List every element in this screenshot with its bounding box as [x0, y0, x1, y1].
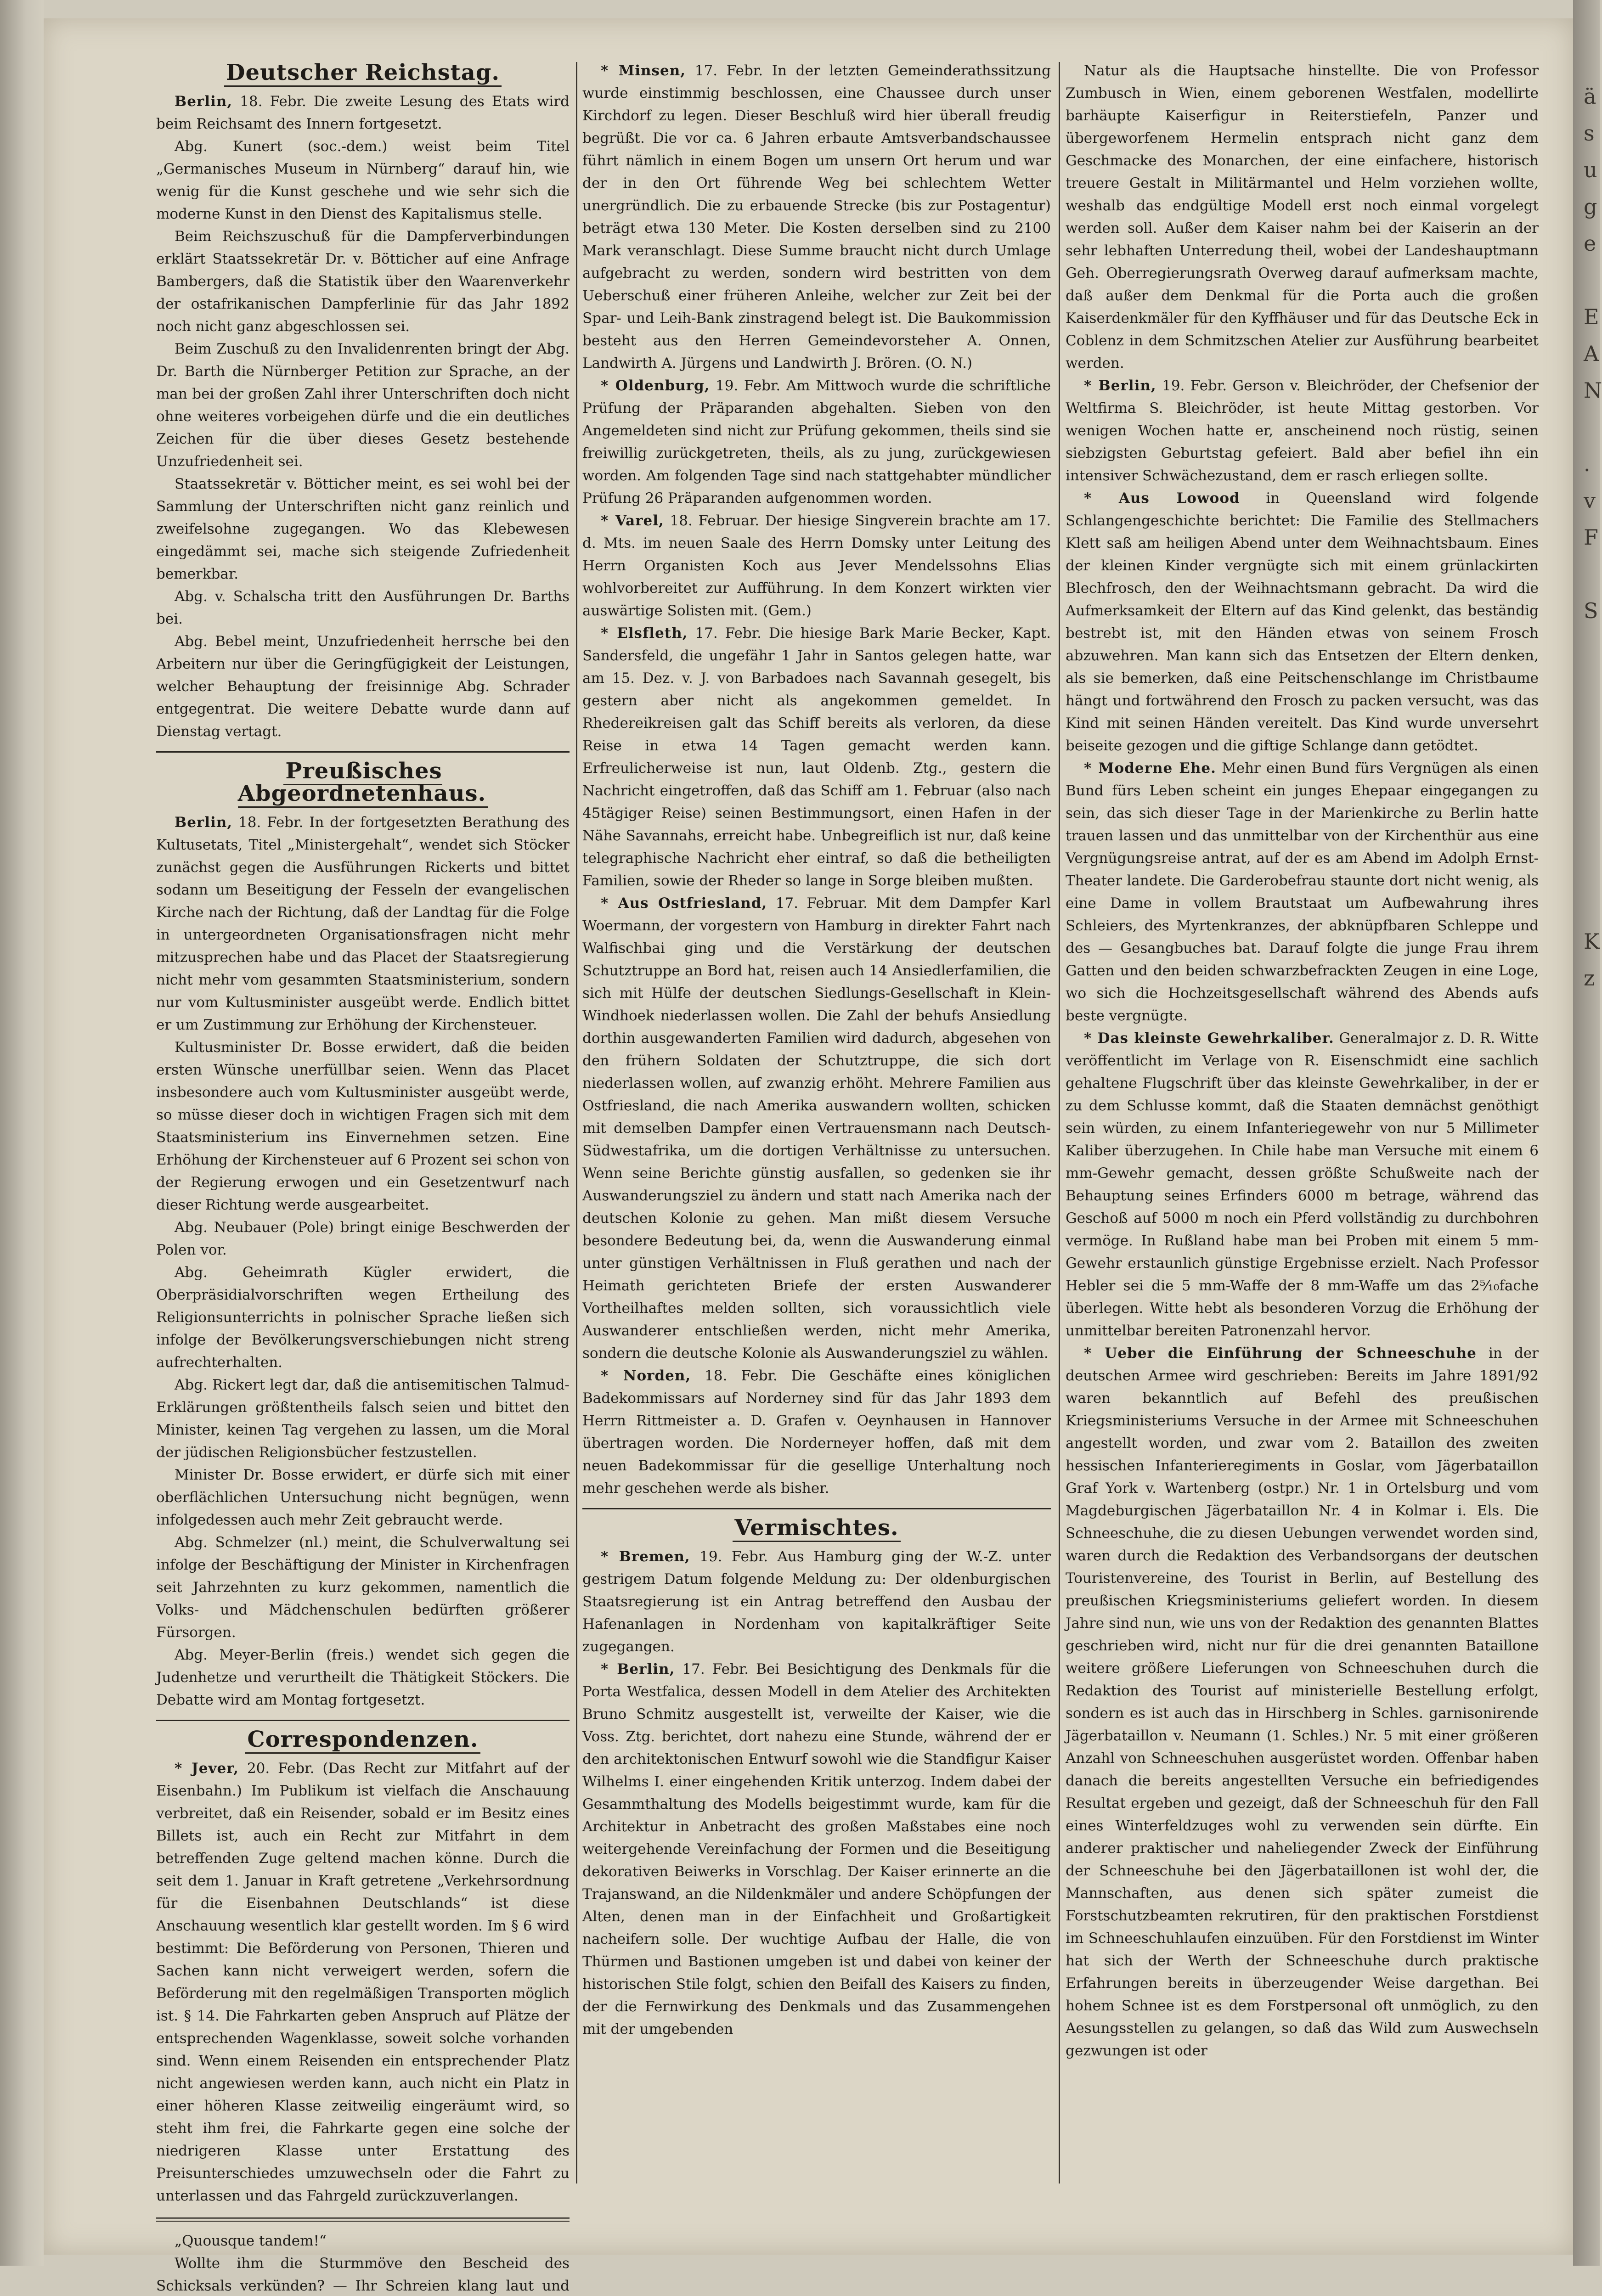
bleed-letter	[1584, 703, 1600, 739]
bleed-letter	[1584, 886, 1600, 923]
bleed-letter: e	[1584, 231, 1596, 256]
article-paragraph	[156, 1374, 570, 1464]
article-text: in Queensland wird folgende Schlangengeschichte berichtet: Die Familie des Stellmachers Klett saß am heiligen Abend unter dem Weihnachtsbaum. Eines der kleinen Kinder vergnügte sich mit einem grünlackirten Blechfrosch, den der Weihnachtsmann gebracht. Da wird die Aufmerksamkeit der Eltern auf das Kind gelenkt, das beständig bestrebt ist, mit den Händen etwas von seinem Frosch abzuwehren. Man kann sich das Entsetzen der Eltern denken, als sie bemerken, daß eine Peitschenschlange im Christbaume hängt und fortwährend den Frosch zu packen versucht, was das Kind mit seinen Händen vereitelt. Das Kind wurde unversehrt beiseite gezogen und die giftige Schlange dann getödtet.	[1066, 490, 1539, 754]
article-paragraph	[156, 630, 570, 743]
article-paragraph	[582, 1365, 1051, 1500]
section-divider	[156, 751, 570, 753]
article-dateline: * Berlin,	[601, 1661, 675, 1677]
column-3	[1066, 60, 1539, 2227]
article-text: Abg. Schmelzer (nl.) meint, die Schulverwaltung sei infolge der Beschäftigung der Minister in Kirchenfragen seit Jahrzehnten zu kurz gekommen, namentlich die Volks- und Mädchenschulen bedürften größerer Fürsorgen.	[156, 1534, 570, 1641]
bleed-letter: S	[1584, 598, 1598, 623]
article-paragraph	[156, 1531, 570, 1644]
bleed-letter: F	[1584, 525, 1598, 550]
reichstag-articles	[156, 90, 570, 743]
heading-vermischtes: Vermischtes.	[582, 1517, 1051, 1539]
bleed-letter: A	[1584, 341, 1599, 366]
bleed-letter	[1584, 996, 1600, 1033]
abgeordnetenhaus-articles	[156, 811, 570, 1711]
article-text: 18. Febr. In der fortgesetzten Berathung des Kultusetats, Titel „Ministergehalt“, wendet sich Stöcker zunächst gegen die Ausführungen Rickerts und bittet sodann um Beseitigung der Fesseln der evangelischen Kirche nach der Richtung, daß der Landtag für die Folge in untergeordneten Organisationsfragen nicht mehr mitzusprechen habe und das Placet der Staatsregierung nicht mehr vom gesammten Staatsministerium, sondern nur vom Kultusminister ausgeübt werde. Endlich bittet er um Zustimmung zur Erhöhung der Kirchensteuer.	[156, 814, 570, 1033]
article-dateline: * Bremen,	[601, 1548, 690, 1565]
article-text: Abg. Rickert legt dar, daß die antisemitischen Talmud-Erklärungen größtentheils falsch seien und bittet den Minister, keinen Tag vergehen zu lassen, um die Moral der jüdischen Religionsbücher festzustellen.	[156, 1377, 570, 1461]
bleed-letter: E	[1584, 304, 1599, 329]
bleed-letter: N	[1584, 378, 1602, 403]
article-paragraph	[582, 1546, 1051, 1658]
bleed-letter: s	[1584, 121, 1595, 146]
article-text: Kultusminister Dr. Bosse erwidert, daß die beiden ersten Wünsche unerfüllbar seien. Wenn das Placet insbesondere auch vom Kultusminister ausgeübt werde, so müsse dieser doch in wichtigen Fragen sich mit dem Staatsministerium ins Einvernehmen setzen. Eine Erhöhung der Kirchensteuer auf 6 Prozent sei schon von der Regierung erwogen und ein Gesetzentwurf nach dieser Richtung werde ausgearbeitet.	[156, 1039, 570, 1213]
column-rule-2	[1059, 62, 1060, 2183]
article-dateline: * Ueber die Einführung der Schneeschuhe	[1084, 1345, 1477, 1362]
bleed-letter	[1584, 813, 1600, 850]
heading-abgeordnetenhaus: Preußisches Abgeordnetenhaus.	[156, 760, 570, 805]
article-paragraph	[582, 1658, 1051, 2041]
article-dateline: * Norden,	[601, 1367, 691, 1384]
article-paragraph	[1066, 757, 1539, 1027]
article-text: Abg. v. Schalscha tritt den Ausführungen Dr. Barths bei.	[156, 588, 570, 627]
article-text: 17. Februar. Mit dem Dampfer Karl Woermann, der vorgestern von Hamburg in direkter Fahrt nach Walfischbai ging und die Verstärkung der deutschen Schutztruppe an Bord hat, reisen auch 14 Ansiedlerfamilien, die sich mit Hülfe der deutschen Siedlungs-Gesellschaft in Klein-Windhoek niederlassen wollen. Die Zahl der behufs Ansiedlung dorthin ausgewanderten Familien wird dadurch, abgesehen von den frühern Soldaten der Schutztruppe, die sich dort niederlassen wollen, auf zwanzig erhöht. Mehrere Familien aus Ostfriesland, die nach Amerika auswandern wollten, schicken mit demselben Dampfer einen Vertrauensmann nach Deutsch-Südwestafrika, um die dortigen Verhältnisse zu untersuchen. Wenn seine Berichte günstig ausfallen, so gedenken sie ihr Auswanderungsziel zu ändern und statt nach Amerika nach der deutschen Kolonie zu gehen. Man mißt diesem Versuche besondere Bedeutung bei, da, wenn die Auswanderung einmal unter günstigen Verhältnissen in Fluß gerathen und nach der Heimath gerichteten Briefe der ersten Auswanderer Vortheilhaftes melden sollten, sich voraussichtlich viele Auswanderer entschließen werden, nicht mehr Amerika, sondern die deutsche Kolonie als Auswanderungsziel zu wählen.	[582, 895, 1051, 1362]
article-text: 19. Febr. Am Mittwoch wurde die schriftliche Prüfung der Präparanden abgehalten. Sieben von den Angemeldeten sind nicht zur Prüfung gekommen, theils sind sie freiwillig zurückgetreten, theils, als zu jung, zurückgewiesen worden. Am folgenden Tage sind nach stattgehabter mündlicher Prüfung 26 Präparanden aufgenommen worden.	[582, 377, 1051, 506]
correspondenzen-articles	[156, 1757, 570, 2207]
section-divider	[156, 1720, 570, 1721]
article-dateline: * Aus Ostfriesland,	[601, 895, 767, 912]
article-paragraph	[156, 135, 570, 225]
article-paragraph	[156, 338, 570, 473]
serial-title: „Quousque tandem!“	[175, 2233, 327, 2249]
article-text: 19. Febr. Aus Hamburg ging der W.-Z. unter gestrigem Datum folgende Meldung zu: Der oldenburgischen Staatsregierung ist ein Antrag betreffend den Ausbau der Hafenanlagen in Nordenham von kapitalkräftiger Seite zugegangen.	[582, 1548, 1051, 1655]
article-paragraph	[156, 1261, 570, 1374]
article-text: 19. Febr. Gerson v. Bleichröder, der Chefsenior der Weltfirma S. Bleichröder, ist heute Mittag gestorben. Vor wenigen Wochen hatte er, anscheinend noch rüstig, seinen siebzigsten Geburtstag gefeiert. Bald aber befiel ihn ein intensiver Schwächezustand, dem er rasch erliegen sollte.	[1066, 377, 1539, 484]
article-paragraph	[156, 473, 570, 585]
article-text: Staatssekretär v. Bötticher meint, es sei wohl bei der Sammlung der Unterschriften nicht ganz reinlich und zweifelsohne zugegangen. Wo das Klebewesen eingedämmt sei, mache sich steigende Zufriedenheit bemerkbar.	[156, 476, 570, 582]
article-dateline: * Minsen,	[601, 62, 686, 79]
article-text: 17. Febr. Die hiesige Bark Marie Becker, Kapt. Sandersfeld, die ungefähr 1 Jahr in Santos gelegen hatte, war am 15. Dez. v. J. von Barbadoes nach Savannah gesegelt, bis gestern aber nicht als angekommen gemeldet. In Rhedereikreisen galt das Schiff bereits als verloren, da diese Reise in etwa 14 Tagen gemacht werden kann. Erfreulicherweise ist nun, laut Oldenb. Ztg., gestern die Nachricht eingetroffen, daß das Schiff am 1. Februar (also nach 45tägiger Reise) seinen Bestimmungsort, einen Hafen in der Nähe Savannahs, erreicht habe. Unbegreiflich ist nur, daß keine telegraphische Nachricht eher eintraf, so daß die betheiligten Familien, sowie der Rheder so lange in Sorge bleiben mußten.	[582, 625, 1051, 889]
bleed-letter	[1584, 409, 1600, 445]
article-text: Mehr einen Bund fürs Vergnügen als einen Bund fürs Leben scheint ein junges Ehepaar eingegangen zu sein, das sich dieser Tage in der Marienkirche zu Berlin hatte trauen lassen und das unmittelbar von der Kirchenthür aus eine Vergnügungsreise antrat, auf der es am Abend im Adolph Ernst-Theater landete. Die Garderobefrau staunte dort nicht wenig, als eine Dame in vollem Brautstaat um Aufbewahrung ihres Schleiers, des Myrtenkranzes, der abknüpfbaren Schleppe und des — Gesangbuches bat. Darauf folgte die junge Frau ihrem Gatten und den beiden schwarzbefrackten Zeugen in eine Loge, wo sich die Hochzeitsgesellschaft während des Abends aufs beste vergnügte.	[1066, 760, 1539, 1024]
article-dateline: * Oldenburg,	[601, 377, 710, 394]
article-paragraph	[156, 811, 570, 1036]
bleed-letter: z	[1584, 966, 1595, 990]
article-text: Abg. Meyer-Berlin (freis.) wendet sich gegen die Judenhetze und verurtheilt die Thätigkeit Stöckers. Die Debatte wird am Montag fortgesetzt.	[156, 1647, 570, 1708]
article-paragraph	[1066, 1027, 1539, 1342]
article-paragraph	[1066, 375, 1539, 487]
article-paragraph	[1066, 60, 1539, 375]
article-paragraph	[156, 1464, 570, 1531]
heading-correspondenzen: Correspondenzen.	[156, 1728, 570, 1751]
heading-reichstag: Deutscher Reichstag.	[156, 62, 570, 84]
serial-text: Wollte ihm die Sturmmöve den Bescheid des Schicksals verkünden? — Ihr Schreien klang laut und	[156, 2255, 570, 2294]
bleed-letter	[1584, 629, 1600, 666]
article-dateline: * Varel,	[601, 512, 664, 529]
article-dateline: * Das kleinste Gewehrkaliber.	[1084, 1030, 1334, 1047]
article-dateline: Berlin,	[175, 93, 233, 110]
article-paragraph	[156, 585, 570, 630]
bleed-letter	[1584, 262, 1600, 298]
article-paragraph	[582, 60, 1051, 375]
article-text: 17. Febr. Bei Besichtigung des Denkmals für die Porta Westfalica, dessen Modell in dem Atelier des Architekten Bruno Schmitz ausgestellt ist, verweilte der Kaiser, wie die Voss. Ztg. berichtet, dort nahezu eine Stunde, während der er den architektonischen Entwurf sowohl wie die Standfigur Kaiser Wilhelms I. einer eingehenden Kritik unterzog. Indem dabei der Gesammthaltung des Modells beigestimmt wurde, kam für die Architektur in Anbetracht des großen Maßstabes eine noch weitergehende Vereinfachung der Formen und die Beseitigung dekorativen Beiwerks in Vorschlag. Der Kaiser erinnerte an die Trajanswand, an die Nildenkmäler und andere Schöpfungen der Alten, denen man in der Einfachheit und Großartigkeit nacheifern solle. Der wuchtige Aufbau der Halle, die von Thürmen und Bastionen umgeben ist und dabei von keiner der historischen Stile folgt, schien den Beifall des Kaisers zu finden, der die Fernwirkung des Denkmals und das Zusammengehen mit der umgebenden	[582, 1661, 1051, 2037]
correspondenzen-articles-cont	[582, 60, 1051, 1500]
article-paragraph	[1066, 487, 1539, 757]
article-text: in der deutschen Armee wird geschrieben: Bereits im Jahre 1891/92 waren bekanntlich auf Befehl des preußischen Kriegsministeriums Versuche in der Armee mit Schneeschuhen angestellt worden, und zwar vom 2. Bataillon des zweiten hessischen Infanterieregiments in Goslar, vom Jägerbataillon Graf York v. Wartenberg (ostpr.) Nr. 1 in Ortelsburg und vom Magdeburgischen Jägerbataillon Nr. 4 in Kolmar i. Els. Die Schneeschuhe, die zu diesen Uebungen verwendet worden sind, waren durch die Redaktion des Verbandsorgans der deutschen Touristenvereine, des Tourist in Berlin, auf Bestellung des preußischen Kriegsministeriums geliefert worden. In diesem Jahre sind nun, wie uns von der Redaktion des genannten Blattes geschrieben wird, nicht nur für die drei genannten Bataillone weitere größere Lieferungen von Schneeschuhen durch die Redaktion des Tourist auf ministerielle Bestellung erfolgt, sondern es ist auch das in Hirschberg in Schles. garnisonirende Jägerbataillon v. Neumann (1. Schles.) Nr. 5 mit einer größeren Anzahl von Schneeschuhen ausgerüstet worden. Offenbar haben danach die bereits angestellten Versuche ein befriedigendes Resultat ergeben und gezeigt, daß der Schneeschuh für den Fall eines Winterfeldzuges wohl zu verwenden sein dürfte. Ein anderer praktischer und naheliegender Zweck der Einführung der Schneeschuhe bei den Jägerbataillonen ist wohl der, die Mannschaften, aus denen sich später zumeist die Forstschutzbeamten rekrutiren, für den praktischen Forstdienst im Schneeschuhlaufen einzuüben. Für den Forstdienst im Winter hat sich der Werth der Schneeschuhe durch praktische Erfahrungen bereits in überzeugender Weise dargethan. Bei hohem Schnee ist es dem Forstpersonal oft unmöglich, zu den Aesungsstellen zu gelangen, so daß das Wild zum Auswechseln gezwungen ist oder	[1066, 1345, 1539, 2059]
article-text: 20. Febr. (Das Recht zur Mitfahrt auf der Eisenbahn.) Im Publikum ist vielfach die Anschauung verbreitet, daß ein Reisender, sobald er im Besitz eines Billets ist, auch ein Recht zur Mitfahrt in dem betreffenden Zuge geltend machen könne. Durch die seit dem 1. Januar in Kraft getretene „Verkehrsordnung für die Eisenbahnen Deutschlands“ ist diese Anschauung wesentlich klar gestellt worden. Im § 6 wird bestimmt: Die Beförderung von Personen, Thieren und Sachen kann nicht verweigert werden, sofern die Beförderung mit den regelmäßigen Transporten möglich ist. § 14. Die Fahrkarten geben Anspruch auf Plätze der entsprechenden Wagenklasse, soweit solche vorhanden sind. Wenn einem Reisenden ein entsprechender Platz nicht angewiesen werden kann, auch nicht ein Platz in einer höheren Klasse zeitweilig eingeräumt wird, so steht ihm frei, die Fahrkarte gegen eine solche der niedrigeren Klasse unter Erstattung des Preisunterschiedes umzuwechseln oder die Fahrt zu unterlassen und das Fahrgeld zurückzuverlangen.	[156, 1760, 570, 2204]
article-text: Natur als die Hauptsache hinstellte. Die von Professor Zumbusch in Wien, einem geborenen Westfalen, modellirte barhäupte Kaiserfigur in Reiterstiefeln, Panzer und übergeworfenem Hermelin entsprach nicht ganz dem Geschmacke des Monarchen, der eine einfachere, historisch treuere Gestalt in Militärmantel und Helm vorziehen wollte, weshalb das endgültige Modell erst noch einmal vorgelegt werden soll. Außer dem Kaiser nahm bei der Kaiserin an der sehr lebhaften Unterredung theil, wobei der Landeshauptmann Geh. Oberregierungsrath Overweg darauf aufmerksam machte, daß außer dem Denkmal für die Porta auch die großen Kaiserdenkmäler für den Kyffhäuser und für das Deutsche Eck in Coblenz in dem Schmitzschen Atelier zur Ausführung bearbeitet werden.	[1066, 62, 1539, 371]
article-text: Abg. Geheimrath Kügler erwidert, die Oberpräsidialvorschriften wegen Ertheilung des Religionsunterrichts in polnischer Sprache ließen sich infolge der Bevölkerungsverschiebungen nicht streng aufrechterhalten.	[156, 1264, 570, 1371]
article-paragraph	[156, 1036, 570, 1216]
column-1	[156, 60, 570, 2294]
vermischtes-articles-cont	[1066, 60, 1539, 2062]
bleed-letter	[1584, 556, 1600, 592]
article-text: Abg. Neubauer (Pole) bringt einige Beschwerden der Polen vor.	[156, 1219, 570, 1258]
article-text: Beim Zuschuß zu den Invalidenrenten bringt der Abg. Dr. Barth die Nürnberger Petition zur Sprache, an der man bei der großen Zahl ihrer Unterschriften doch nicht ohne weiteres vorbeigehen dürfe und die ein deutliches Zeichen für die über dieses Gesetz bestehende Unzufriedenheit sei.	[156, 341, 570, 470]
bleed-letter	[1584, 739, 1600, 776]
bleed-letter: ä	[1584, 84, 1596, 109]
article-paragraph	[582, 892, 1051, 1365]
bleed-letter: K	[1584, 929, 1600, 954]
article-dateline: * Elsfleth,	[601, 625, 688, 642]
article-text: 18. Febr. Die zweite Lesung des Etats wird beim Reichsamt des Innern fortgesetzt.	[156, 93, 570, 132]
bleed-letter	[1584, 850, 1600, 886]
article-text: Beim Reichszuschuß für die Dampferverbindungen erklärt Staatssekretär Dr. v. Bötticher auf eine Anfrage Bambergers, daß die Statistik über den Waarenverkehr der ostafrikanischen Dampferlinie für das Jahr 1892 noch nicht ganz abgeschlossen sei.	[156, 228, 570, 335]
article-paragraph	[582, 375, 1051, 510]
article-text: 18. Februar. Der hiesige Singverein brachte am 17. d. Mts. im neuen Saale des Herrn Domsky unter Leitung des Herrn Organisten Koch aus Jever Mendelssohns Elias wohlvorbereitet zur Aufführung. In dem Konzert wirkten vier auswärtige Solisten mit. (Gem.)	[582, 512, 1051, 619]
article-dateline: * Moderne Ehe.	[1084, 760, 1216, 777]
article-text: 17. Febr. In der letzten Gemeinderathssitzung wurde einstimmig beschlossen, eine Chaussee durch unser Kirchdorf zu legen. Dieser Beschluß wird hier überall freudig begrüßt. Die vor ca. 6 Jahren erbaute Amtsverbandschaussee führt nämlich in einem Bogen um unsern Ort herum und war der in den Ort führende Weg bei schlechtem Wetter unergründlich. Die zu erbauende Strecke (bis zur Postagentur) beträgt etwa 130 Meter. Die Kosten derselben sind zu 2100 Mark veranschlagt. Diese Summe braucht nicht durch Umlage aufgebracht zu werden, sondern wird bestritten von dem Ueberschuß einer früheren Anleihe, welcher zur Zeit bei der Spar- und Leih-Bank zinstragend belegt ist. Die Baukommission besteht aus den Herren Gemeindevorsteher A. Onnen, Landwirth A. Jürgens und Landwirth J. Brören. (O. N.)	[582, 62, 1051, 371]
bleed-letter	[1584, 776, 1600, 813]
article-paragraph	[156, 1644, 570, 1711]
bleed-letter	[1584, 666, 1600, 703]
column-rule-1	[576, 62, 577, 2183]
article-text: 18. Febr. Die Geschäfte eines königlichen Badekommissars auf Norderney sind für das Jahr 1893 dem Herrn Rittmeister a. D. Grafen v. Oeynhausen in Hannover übertragen worden. Die Norderneyer hoffen, daß mit dem neuen Badekommissar für die gesellige Unterhaltung noch mehr geschehen werde als bisher.	[582, 1367, 1051, 1497]
article-paragraph	[156, 225, 570, 338]
bleed-letter	[1584, 1033, 1600, 1070]
article-text: Generalmajor z. D. R. Witte veröffentlicht im Verlage von R. Eisenschmidt eine sachlich gehaltene Flugschrift über das kleinste Gewehrkaliber, in der er zu dem Schlusse kommt, daß die Staaten demnächst genöthigt sein würden, zu einem Infanteriegewehr von nur 5 Millimeter Kaliber überzugehen. In Chile habe man Versuche mit einem 6 mm-Gewehr gemacht, dessen größte Schußweite nach der Behauptung seines Erfinders 6000 m betrage, während das Geschoß auf 5000 m noch ein Pferd vollständig zu durchbohren vermöge. In Rußland habe man bei Proben mit einem 5 mm-Gewehr erstaunlich günstige Ergebnisse erzielt. Nach Professor Hebler sei die 5 mm-Waffe der 8 mm-Waffe um das 2⁵⁄₁₀fache überlegen. Witte hebt als besonderen Vorzug die Erhöhung der unmittelbar bereiten Patronenzahl hervor.	[1066, 1030, 1539, 1339]
article-paragraph	[156, 1216, 570, 1261]
section-divider	[582, 1508, 1051, 1509]
article-dateline: * Berlin,	[1084, 377, 1156, 394]
article-dateline: Berlin,	[175, 814, 233, 831]
article-dateline: * Aus Lowood	[1084, 490, 1240, 506]
article-text: Minister Dr. Bosse erwidert, er dürfe sich mit einer oberflächlichen Untersuchung nicht begnügen, wenn infolgedessen auch mehr Zeit gebraucht werde.	[156, 1467, 570, 1528]
article-paragraph	[1066, 1342, 1539, 2062]
bleed-letter: v	[1584, 488, 1596, 513]
column-2	[582, 60, 1051, 2227]
bleed-letter: .	[1584, 451, 1591, 476]
bleed-letter: g	[1584, 194, 1597, 219]
article-paragraph	[156, 1757, 570, 2207]
article-paragraph	[582, 510, 1051, 622]
article-dateline: * Jever,	[175, 1760, 239, 1777]
article-text: Abg. Bebel meint, Unzufriedenheit herrsche bei den Arbeitern nur über die Geringfügigkeit der Leistungen, welcher Behauptung der freisinnige Abg. Schrader entgegentrat. Die weitere Debatte wurde dann auf Dienstag vertagt.	[156, 633, 570, 740]
article-text: Abg. Kunert (soc.-dem.) weist beim Titel „Germanisches Museum in Nürnberg“ darauf hin, wie wenig für die Kunst geschehe und wie sehr sich die moderne Kunst in den Dienst des Kapitalismus stelle.	[156, 138, 570, 222]
article-paragraph	[156, 90, 570, 135]
feuilleton-divider	[156, 2217, 570, 2222]
vermischtes-articles	[582, 1546, 1051, 2041]
next-page-bleed-text	[1584, 78, 1600, 1070]
bleed-letter: u	[1584, 158, 1597, 182]
article-paragraph	[582, 622, 1051, 892]
left-page-gutter	[0, 0, 44, 2266]
